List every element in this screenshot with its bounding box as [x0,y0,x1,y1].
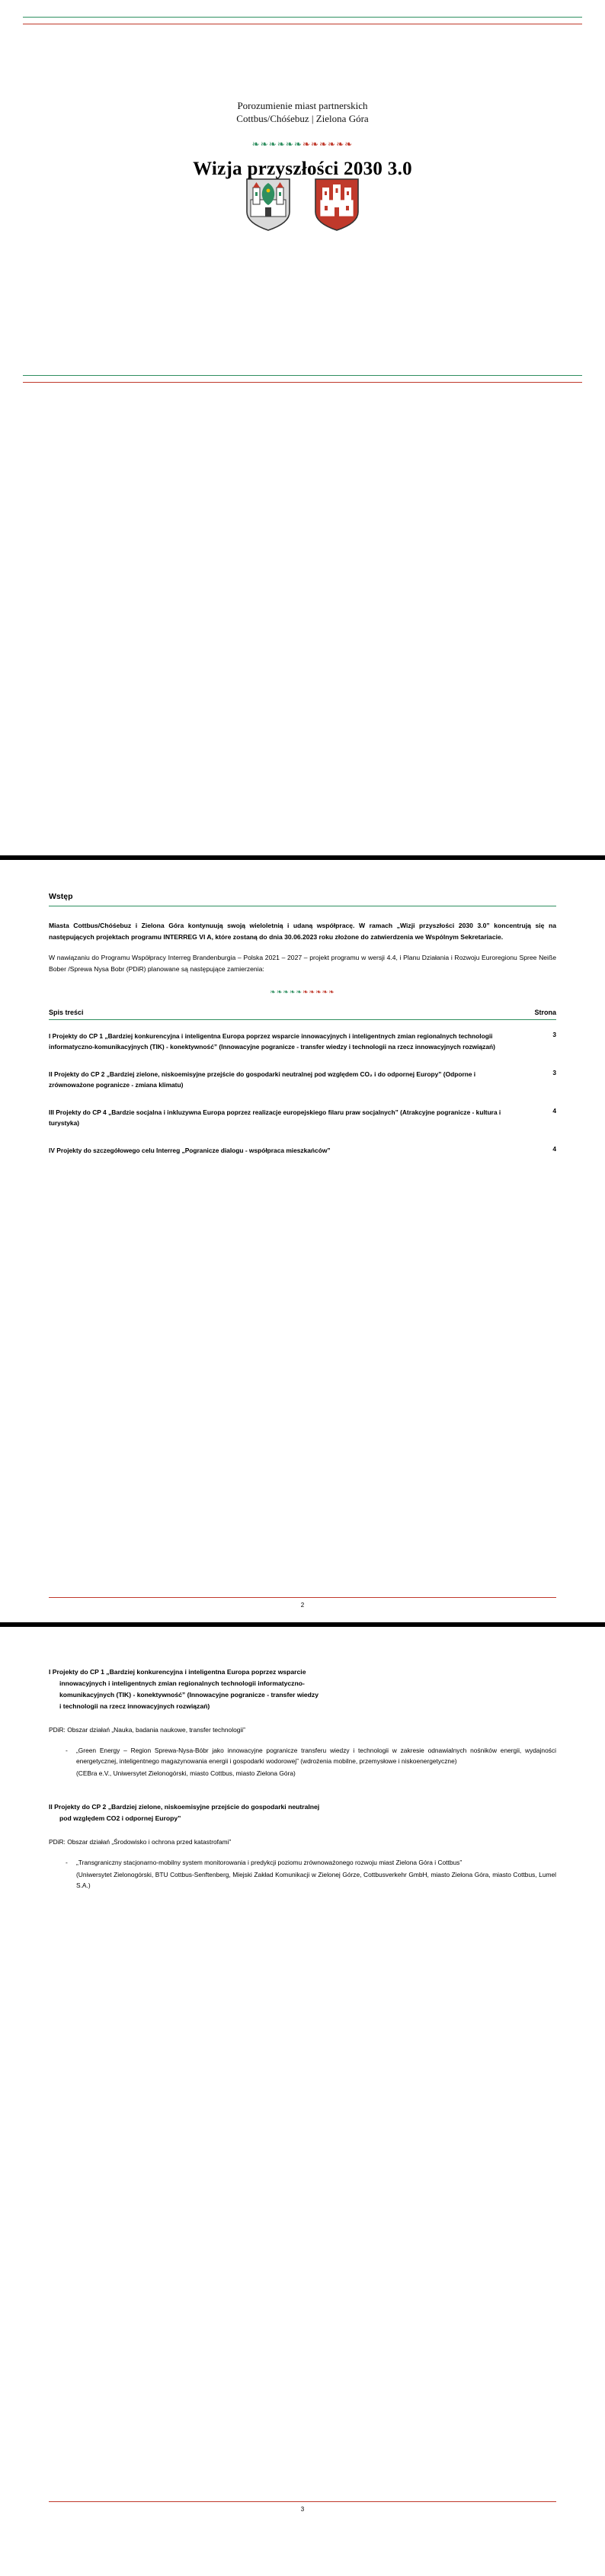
section-1-list-item-body [76,1745,556,1779]
rule-green [23,17,582,18]
section-1-list-item-source: (CEBra e.V., Uniwersytet Zielonogórski, miasto Cottbus, miasto Zielona Góra) [76,1769,296,1777]
toc-entry-text: II Projekty do CP 2 „Bardziej zielone, niskoemisyjne przejście do gospodarki neutralnej pod względem CO₂ i do odpornej Europy” (Odporne i zrównoważone pogranicze - zmiana klimatu) [49,1070,476,1089]
ornament-red-part: ❧❧❧❧❧❧ [302,139,354,149]
section-1-title [49,1667,556,1712]
toc-header [49,1009,556,1016]
section-2-list-item-source: (Uniwersytet Zielonogórski, BTU Cottbus-Senftenberg, Miejski Zakład Komunikacji w Zielonej Górze, Cottbusverkehr GmbH, miasto Zielona Góra, miasto Cottbus, Lumel S.A.) [76,1871,556,1889]
ornament-red-part: ❧❧❧❧❧ [302,989,335,996]
toc-entry-text: IV Projekty do szczegółowego celu Interreg „Pogranicze dialogu - współpraca mieszkańców” [49,1147,331,1154]
section-heading-wstep: Wstęp [49,892,73,901]
section-2-title [49,1801,556,1824]
toc-entry-page: 4 [552,1107,556,1115]
footer-rule [49,2501,556,2502]
toc-entry-text: I Projekty do CP 1 „Bardziej konkurencyjna i inteligentna Europa poprzez wsparcie innowacyjnych i inteligentnych zmian regionalnych technologii informatyczno-komunikacyjnych (TIK) - konektywność” (Innowacyjne pogranicze - transfer wiedzy i technologii na rzecz innowacyjnych rozwiązań) [49,1032,495,1051]
partners-line-2: Cottbus/Chóśebuz | Zielona Góra [236,113,369,124]
toc-entry[interactable] [49,1145,556,1156]
rule-red [23,382,582,383]
page-title: Wizja przyszłości 2030 3.0 [193,159,412,179]
section-1-list-item-text: „Green Energy – Region Sprewa-Nysa-Bóbr jako innowacyjne pogranicze transferu wiedzy i technologii w zakresie odnawialnych nośników energii, wydajności energetycznej, inteligentnego magazynowania energii i gospodarki wodorowej” (wdrożenia mobilne, przemysłowe i niskoenergetyczne) [76,1747,556,1765]
intro-paragraph-2: W nawiązaniu do Programu Współpracy Interreg Brandenburgia – Polska 2021 – 2027 – projekt programu w wersji 4.4, i Planu Działania i Rozwoju Euroregionu Spree Neiße Bober /Sprewa Nysa Bobr (PDiR) planowane są następujące zamierzenia: [49,954,556,973]
toc-entry[interactable] [49,1031,556,1052]
partners-line-1: Porozumienie miast partnerskich [237,100,368,111]
toc-entry-page: 3 [552,1031,556,1038]
coats-of-arms [0,177,605,232]
ornament-divider-icon [49,989,556,996]
toc-entry-page: 4 [552,1145,556,1153]
spacer [49,1789,556,1801]
section-1-title-line-1: I Projekty do CP 1 „Bardziej konkurencyjna i inteligentna Europa poprzez wsparcie [49,1668,306,1676]
section-2-title-line-1: II Projekty do CP 2 „Bardziej zielone, niskoemisyjne przejście do gospodarki neutralnej [49,1803,320,1811]
section-1-list-item [49,1745,556,1779]
toc-title: Spis treści [49,1009,84,1016]
page-footer [49,2501,556,2513]
cover-bottom-rules [23,375,582,383]
rule-green [23,375,582,376]
zielona-gora-coat-of-arms-icon [313,177,360,232]
section-1-title-line-4: i technologii na rzecz innowacyjnych rozwiązań) [59,1702,210,1710]
toc-page-label: Strona [534,1009,556,1016]
section-2-title-line-2: pod względem CO2 i odpornej Europy” [59,1814,181,1822]
cover-top-rules [23,17,582,24]
section-2-list-item-body [76,1857,556,1891]
section-1-pdir-line: PDiR: Obszar działań „Nauka, badania naukowe, transfer technologii” [49,1726,245,1734]
toc-entry-text: III Projekty do CP 4 „Bardzie socjalna i inkluzywna Europa poprzez realizacje europejskiego filaru praw socjalnych” (Atrakcyjne pogranicze - kultura i turystyka) [49,1108,501,1127]
page-footer [49,1597,556,1609]
toc-entry[interactable] [49,1107,556,1128]
toc-entry[interactable] [49,1069,556,1090]
cover-page [0,0,605,855]
intro-paragraph-1: Miasta Cottbus/Chóśebuz i Zielona Góra kontynuują swoją wieloletnią i udaną współpracę. W ramach „Wizji przyszłości 2030 3.0” koncentrują się na następujących projektach programu INTERREG VI A, które zostaną do dnia 30.06.2023 roku złożone do zatwierdzenia we Wspólnym Sekretariacie. [49,922,556,941]
dash-bullet-icon: - [66,1747,68,1754]
section-1-title-line-3: komunikacyjnych (TIK) - konektywność” (Innowacyjne pogranicze - transfer wiedzy [59,1691,319,1699]
page-3 [0,1627,605,2526]
cottbus-coat-of-arms-icon [245,177,292,232]
section-2-list-item-text: „Transgraniczny stacjonarno-mobilny system monitorowania i predykcji poziomu zrównoważonego rozwoju miast Zielona Góra i Cottbus” [76,1859,463,1866]
ornament-divider-icon [0,139,605,149]
section-1-title-line-2: innowacyjnych i inteligentnych zmian regionalnych technologii informatyczno- [59,1679,305,1687]
cover-title-block [0,99,605,180]
footer-rule [49,1597,556,1598]
toc-entry-page: 3 [552,1069,556,1076]
section-2-list-item [49,1857,556,1891]
section-2-pdir-line: PDiR: Obszar działań „Środowisko i ochrona przed katastrofami” [49,1838,232,1846]
ornament-green-part: ❧❧❧❧❧❧ [251,139,302,149]
page-number: 3 [300,2506,305,2513]
dash-bullet-icon: - [66,1859,68,1866]
toc-underline [49,1019,556,1020]
ornament-green-part: ❧❧❧❧❧ [270,989,302,996]
page-2 [0,860,605,1622]
page-number: 2 [300,1602,305,1609]
